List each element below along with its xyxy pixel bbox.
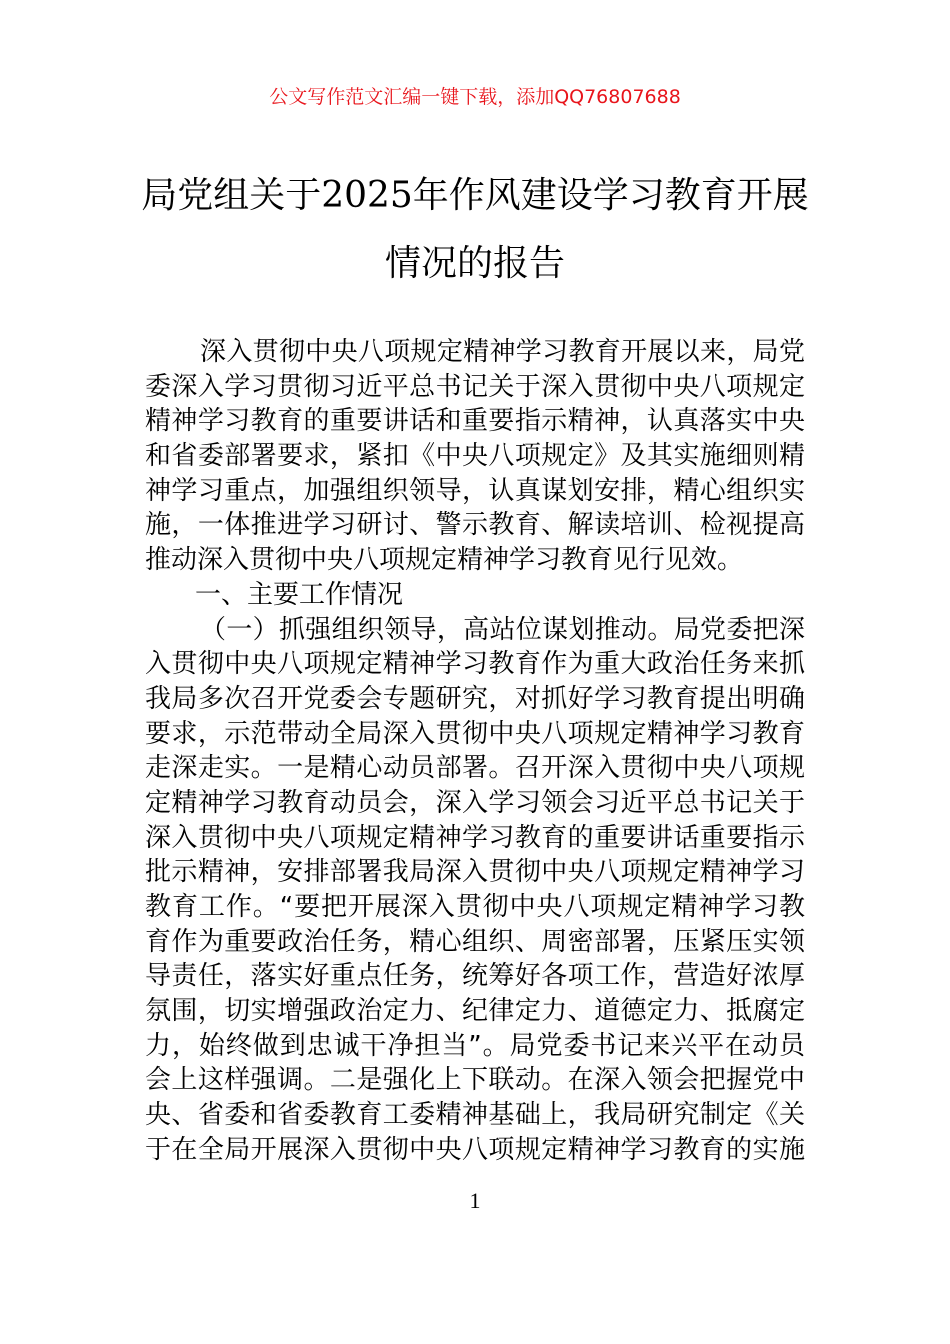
body-line: 精神学习教育的重要讲话和重要指示精神，认真落实中央 xyxy=(145,406,805,437)
body-line: 教育工作。“要把开展深入贯彻中央八项规定精神学习教 xyxy=(145,892,805,922)
document-title-line-1: 局党组关于2025年作风建设学习教育开展 xyxy=(141,175,809,216)
body-line: 深入贯彻中央八项规定精神学习教育开展以来，局党 xyxy=(200,337,805,367)
body-line: 要求，示范带动全局深入贯彻中央八项规定精神学习教育 xyxy=(145,718,805,749)
body-line: 央、省委和省委教育工委精神基础上，我局研究制定《关 xyxy=(145,1100,805,1131)
document-body xyxy=(145,335,805,1168)
document-title-line-2: 情况的报告 xyxy=(384,243,565,284)
body-line: 会上这样强调。二是强化上下联动。在深入领会把握党中 xyxy=(145,1065,805,1096)
body-line: 氛围，切实增强政治定力、纪律定力、道德定力、抵腐定 xyxy=(145,996,805,1027)
body-line: 神学习重点，加强组织领导，认真谋划安排，精心组织实 xyxy=(145,475,805,506)
body-line: 推动深入贯彻中央八项规定精神学习教育见行见效。 xyxy=(145,545,744,576)
section-heading: 一、主要工作情况 xyxy=(195,579,404,610)
page-number: 1 xyxy=(469,1188,481,1213)
body-line: 定精神学习教育动员会，深入学习领会习近平总书记关于 xyxy=(145,787,805,818)
body-line: 育作为重要政治任务，精心组织、周密部署，压紧压实领 xyxy=(145,926,805,957)
body-line: 导责任，落实好重点任务，统筹好各项工作，营造好浓厚 xyxy=(145,961,805,992)
body-line: 深入贯彻中央八项规定精神学习教育的重要讲话重要指示 xyxy=(145,822,805,853)
body-line: 于在全局开展深入贯彻中央八项规定精神学习教育的实施 xyxy=(145,1134,805,1165)
download-note: 公文写作范文汇编一键下载，添加QQ76807688 xyxy=(269,86,681,108)
body-line: 我局多次召开党委会专题研究，对抓好学习教育提出明确 xyxy=(145,683,805,714)
body-line: 走深走实。一是精心动员部署。召开深入贯彻中央八项规 xyxy=(145,753,805,784)
body-line: （一）抓强组织领导，高站位谋划推动。局党委把深 xyxy=(200,614,805,645)
body-line: 委深入学习贯彻习近平总书记关于深入贯彻中央八项规定 xyxy=(145,371,805,402)
body-line: 批示精神，安排部署我局深入贯彻中央八项规定精神学习 xyxy=(145,857,805,888)
body-line: 施，一体推进学习研讨、警示教育、解读培训、检视提高 xyxy=(145,510,805,541)
body-line: 和省委部署要求，紧扣《中央八项规定》及其实施细则精 xyxy=(145,441,805,472)
body-line: 力，始终做到忠诚干净担当”。局党委书记来兴平在动员 xyxy=(145,1030,805,1061)
body-line: 入贯彻中央八项规定精神学习教育作为重大政治任务来抓 xyxy=(145,649,805,680)
